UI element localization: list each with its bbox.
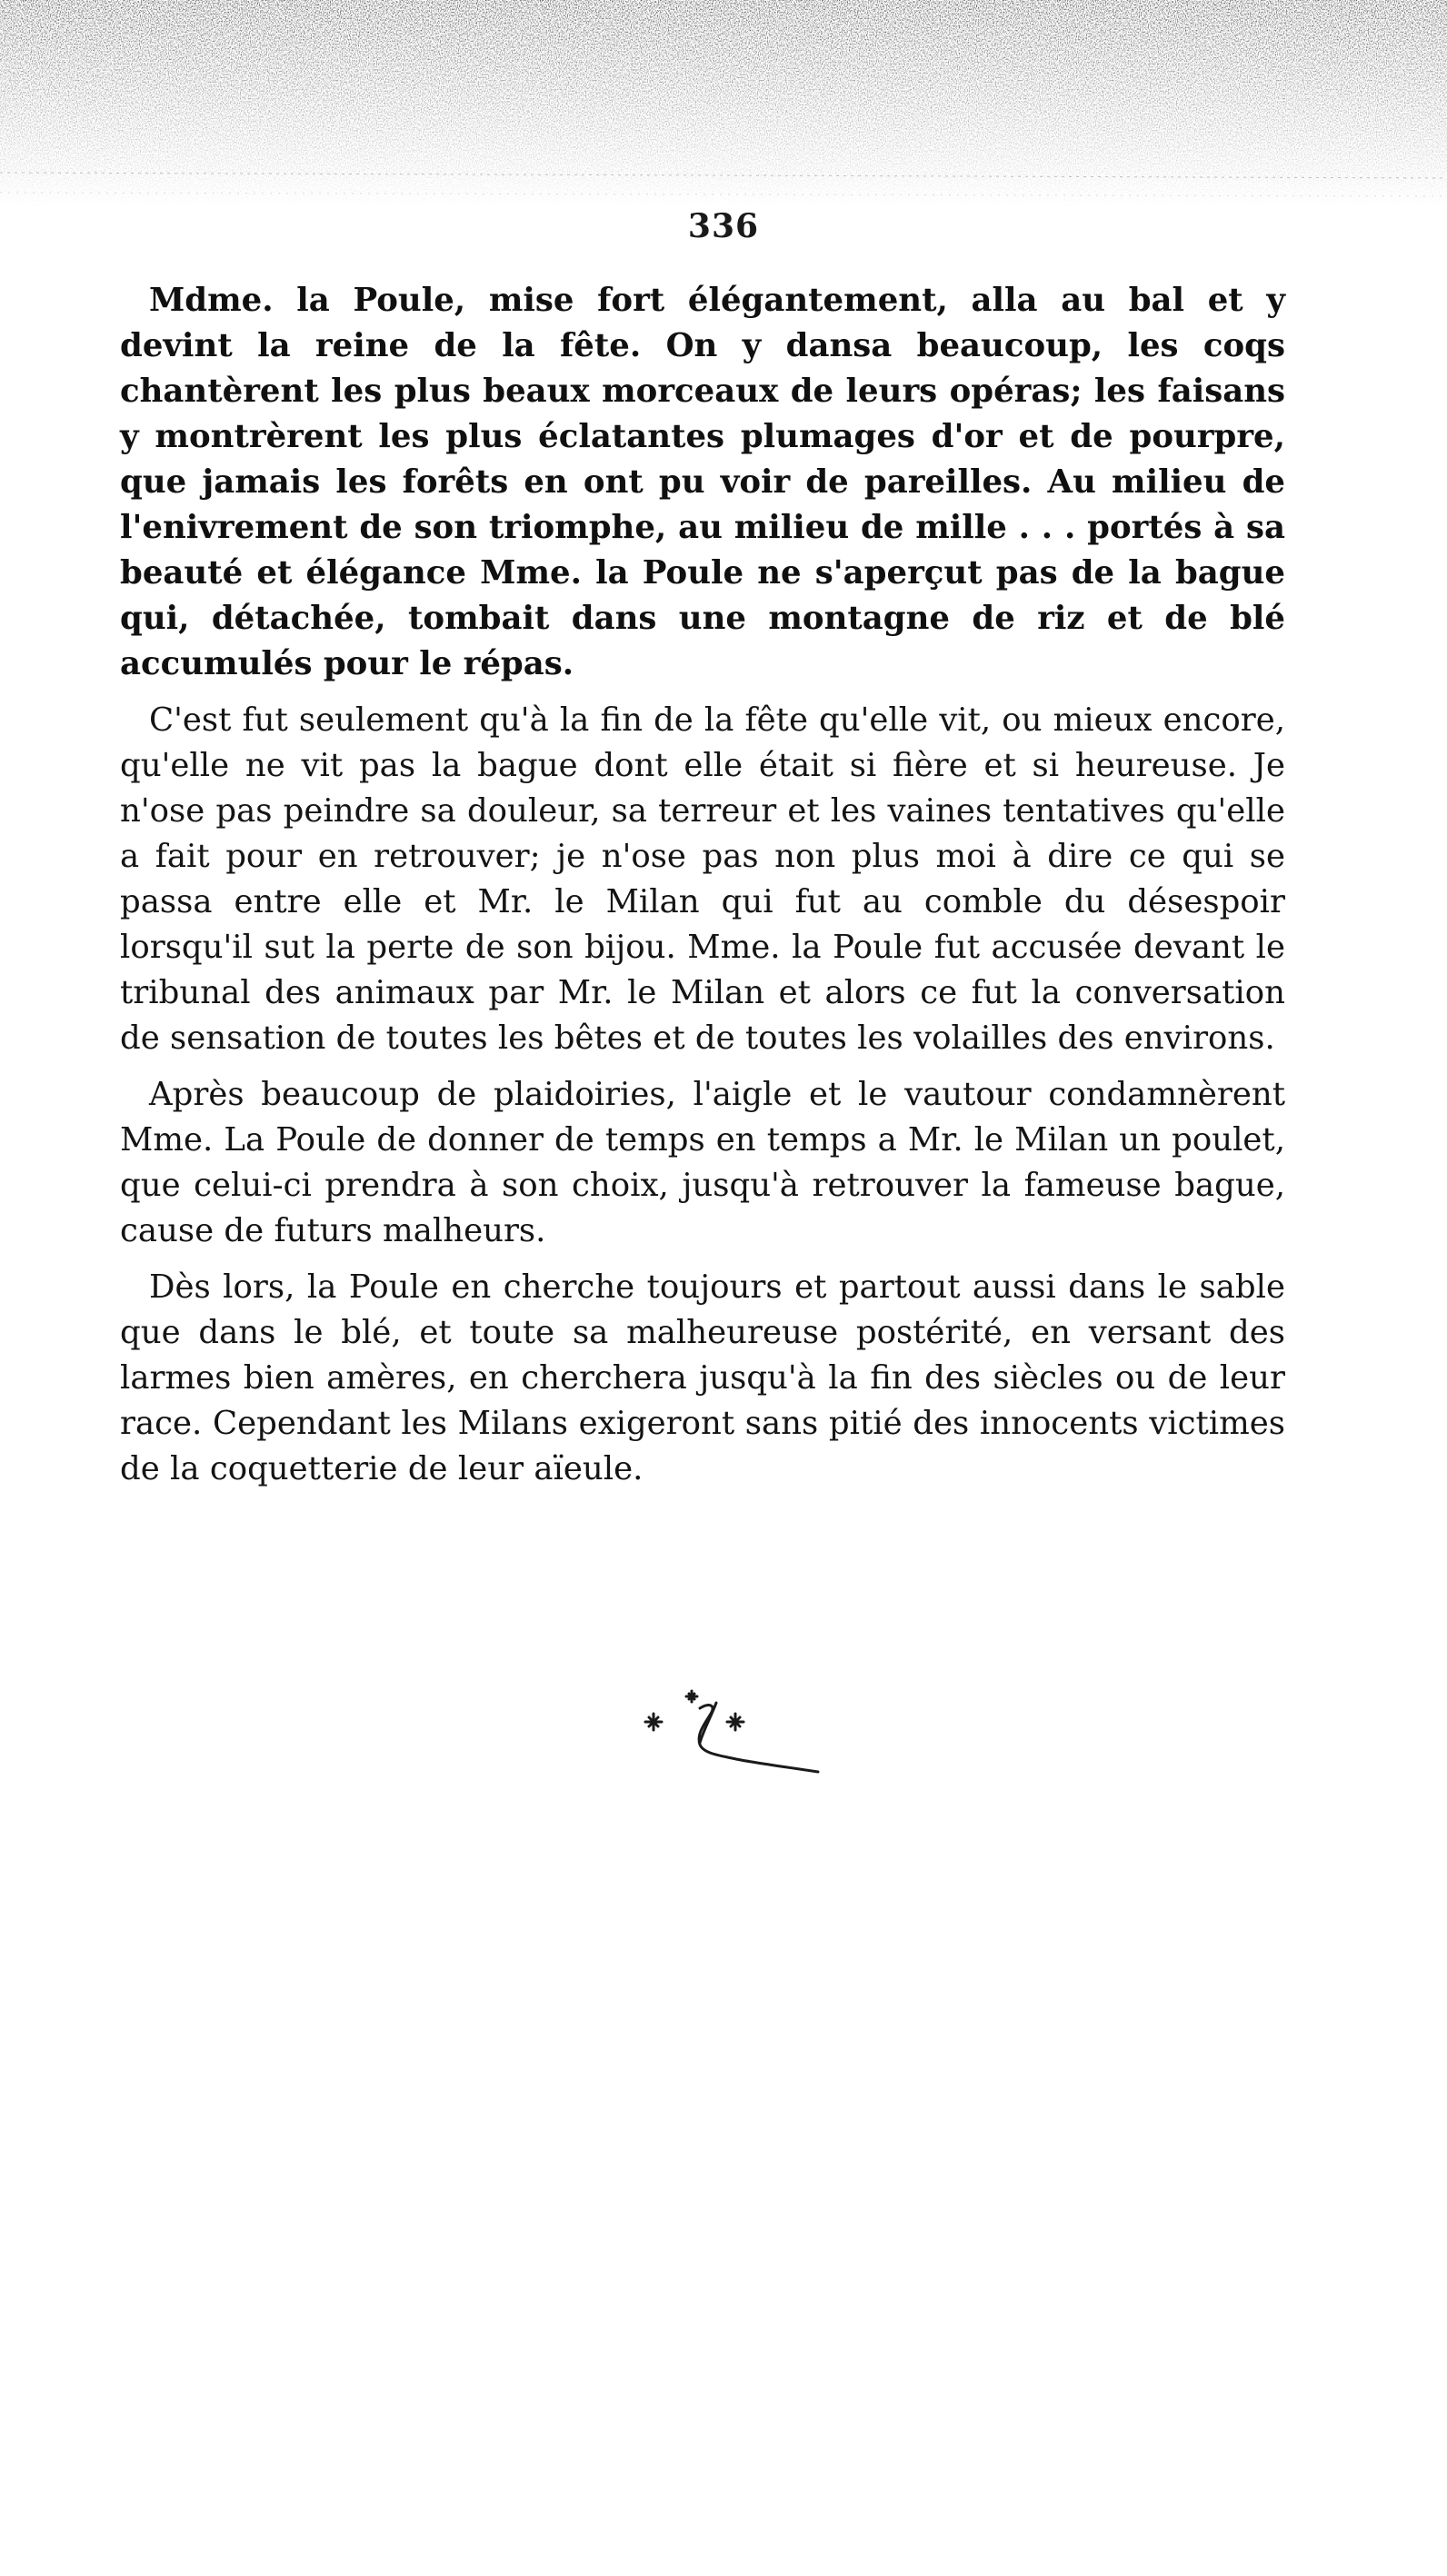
scan-noise-header	[0, 0, 1447, 209]
body-text	[120, 278, 1285, 1503]
paragraph: C'est fut seulement qu'à la fin de la fête qu'elle vit, ou mieux encore, qu'elle ne vit pas la bague dont elle était si fière et si heureuse. Je n'ose pas peindre sa douleur, sa terreur et les vaines tentatives qu'elle a fait pour en retrouver; je n'ose pas non plus moi à dire ce qui se passa entre elle et Mr. le Milan qui fut au comble du désespoir lorsqu'il sut la perte de son bijou. Mme. la Poule fut accusée devant le tribunal des animaux par Mr. le Milan et alors ce fut la conversation de sensation de toutes les bêtes et de toutes les volailles des environs.	[120, 701, 1285, 1057]
paragraph: Après beaucoup de plaidoiries, l'aigle et le vautour condamnèrent Mme. La Poule de donner de temps en temps a Mr. le Milan un poulet, que celui-ci prendra à son choix, jusqu'à retrouver la fameuse bague, cause de futurs malheurs.	[120, 1076, 1285, 1249]
closing-ornament-icon	[636, 1681, 854, 1781]
paragraph: Dès lors, la Poule en cherche toujours et partout aussi dans le sable que dans le blé, et toute sa malheureuse postérité, en versant des larmes bien amères, en cherchera jusqu'à la fin des siècles ou de leur race. Cependant les Milans exigeront sans pitié des innocents victimes de la coquetterie de leur aïeule.	[120, 1268, 1285, 1487]
paragraph: Mdme. la Poule, mise fort élégantement, alla au bal et y devint la reine de la fête. On y dansa beaucoup, les coqs chantèrent les plus beaux morceaux de leurs opéras; les faisans y montrèrent les plus éclatantes plumages d'or et de pourpre, que jamais les forêts en ont pu voir de pareilles. Au milieu de l'enivrement de son triomphe, au milieu de mille . . . portés à sa beauté et élégance Mme. la Poule ne s'aperçut pas de la bague qui, détachée, tombait dans une montagne de riz et de blé accumulés pour le répas.	[120, 282, 1285, 682]
page-number: 336	[687, 207, 760, 245]
